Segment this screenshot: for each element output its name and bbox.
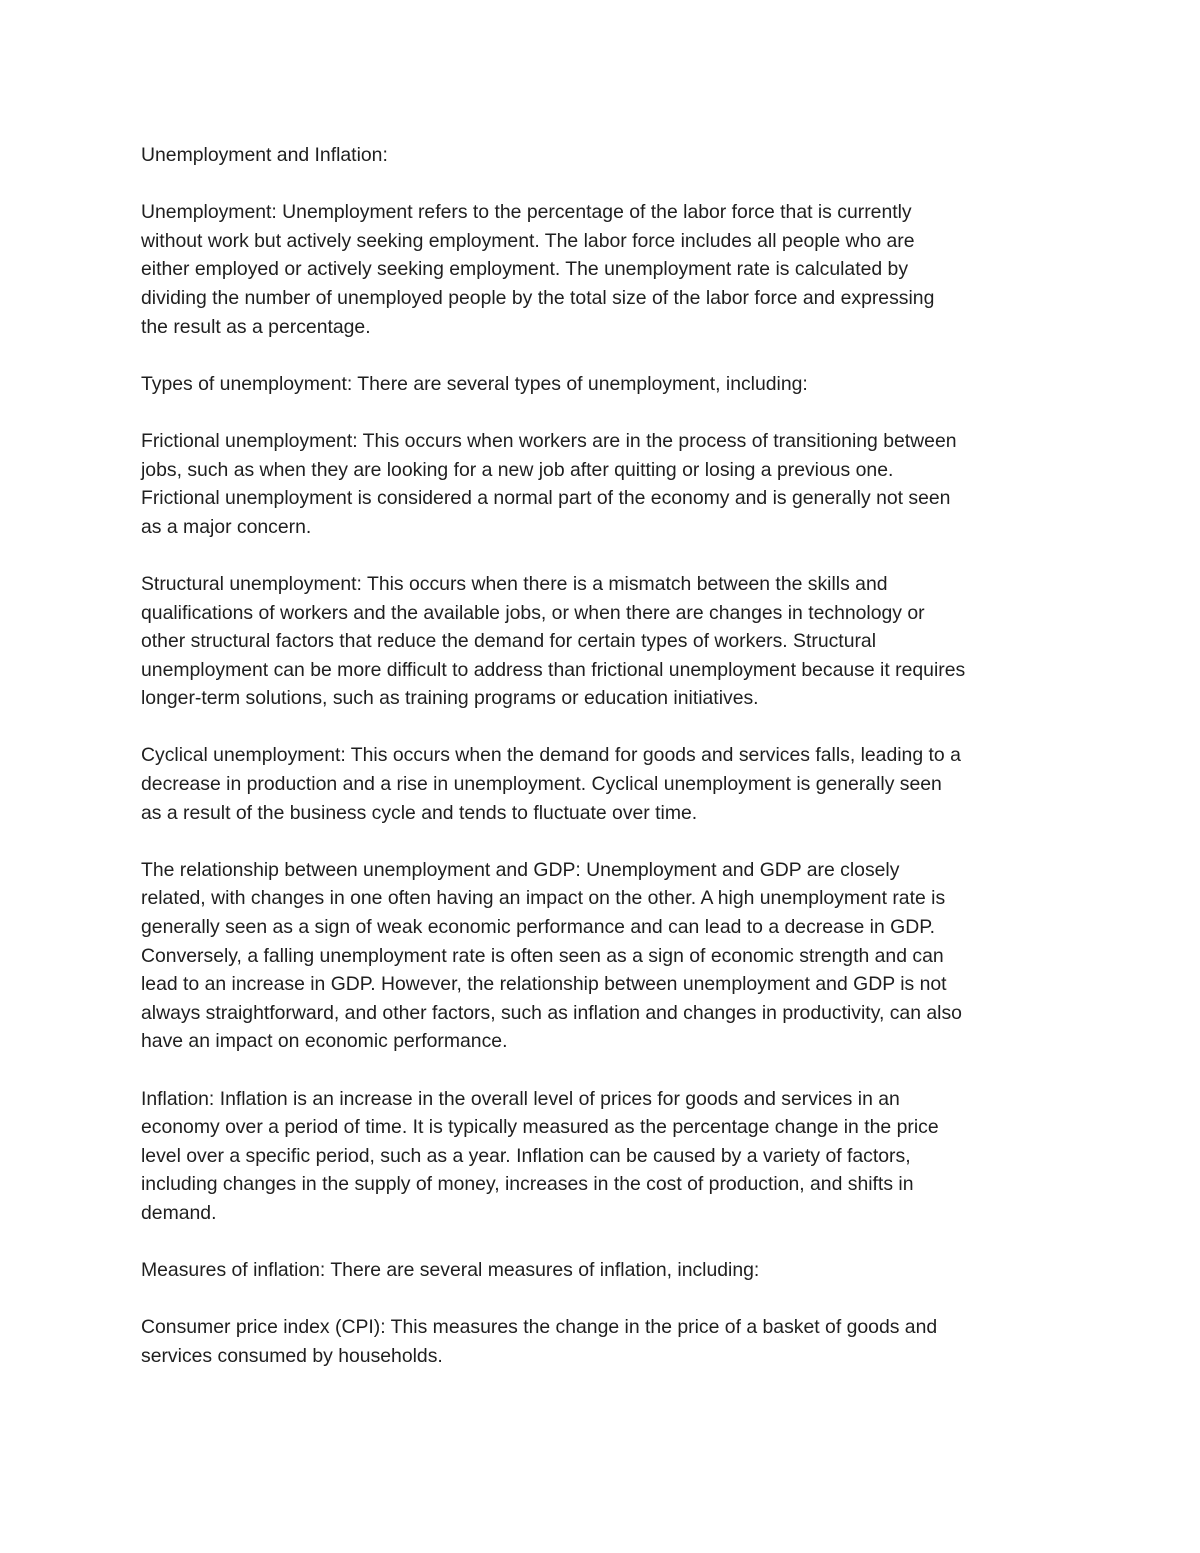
paragraph-structural-unemployment: Structural unemployment: This occurs when there is a mismatch between the skills and qualifications of workers and the available jobs, or when there are changes in technology or other structural factors that reduce the demand for certain types of workers. Structural unemployment can be more difficult to address than frictional unemployment because it requires longer-term solutions, such as training programs or education initiatives. [141,572,966,710]
paragraph-unemployment-definition: Unemployment: Unemployment refers to the percentage of the labor force that is currently without work but actively seeking employment. The labor force includes all people who are either employed or actively seeking employment. The unemployment rate is calculated by dividing the number of unemployed people by the total size of the labor force and expressing the result as a percentage. [141,201,935,338]
paragraph-inflation-definition: Inflation: Inflation is an increase in the overall level of prices for goods and services in an economy over a period of time. It is typically measured as the percentage change in the price level over a specific period, such as a year. Inflation can be caused by a variety of factors, including changes in the supply of money, increases in the cost of production, and shifts in demand. [141,1087,939,1224]
paragraph-consumer-price-index: Consumer price index (CPI): This measures the change in the price of a basket of goods and services consumed by households. [141,1316,938,1367]
document-body [141,141,1066,1399]
paragraph-measures-of-inflation: Measures of inflation: There are several measures of inflation, including: [141,1259,760,1282]
paragraph-unemployment-and-gdp: The relationship between unemployment and GDP: Unemployment and GDP are closely related, with changes in one often having an impact on the other. A high unemployment rate is generally seen as a sign of weak economic performance and can lead to a decrease in GDP. Conversely, a falling unemployment rate is often seen as a sign of economic strength and can lead to an increase in GDP. However, the relationship between unemployment and GDP is not always straightforward, and other factors, such as inflation and changes in productivity, can also have an impact on economic performance. [141,858,962,1053]
document-title: Unemployment and Inflation: [141,144,388,166]
paragraph-frictional-unemployment: Frictional unemployment: This occurs when workers are in the process of transitioning between jobs, such as when they are looking for a new job after quitting or losing a previous one. Frictional unemployment is considered a normal part of the economy and is generally not seen as a major concern. [141,429,957,538]
paragraph-cyclical-unemployment: Cyclical unemployment: This occurs when the demand for goods and services falls, leading to a decrease in production and a rise in unemployment. Cyclical unemployment is generally seen as a result of the business cycle and tends to fluctuate over time. [141,744,961,824]
paragraph-types-of-unemployment: Types of unemployment: There are several types of unemployment, including: [141,372,808,395]
